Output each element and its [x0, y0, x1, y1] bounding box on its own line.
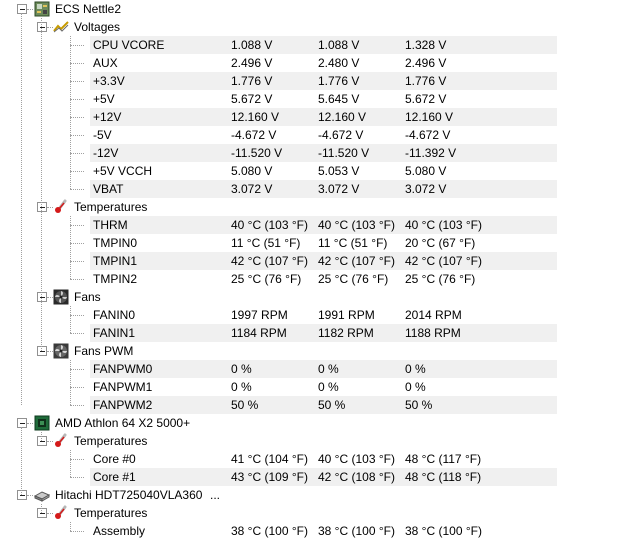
tree-guide-line — [70, 522, 71, 531]
category-node[interactable] — [0, 342, 640, 360]
voltage-icon — [53, 19, 69, 35]
device-label: ECS Nettle2 — [55, 2, 122, 16]
sensor-value-v3: 48 °C (117 °F) — [405, 452, 482, 466]
sensor-value-v3: 0 % — [405, 362, 426, 376]
sensor-value-v1: 50 % — [231, 398, 259, 412]
sensor-value-v3: 0 % — [405, 380, 426, 394]
sensor-value-v2: 50 % — [318, 398, 346, 412]
sensor-value-v1: 5.672 V — [231, 92, 273, 106]
sensor-value-v1: -4.672 V — [231, 128, 277, 142]
sensor-value-v2: 1.088 V — [318, 38, 360, 52]
thermometer-icon — [53, 433, 69, 449]
sensor-label: FANIN1 — [93, 326, 136, 340]
sensor-row[interactable] — [0, 522, 640, 540]
sensor-value-v3: 20 °C (67 °F) — [405, 236, 476, 250]
sensor-value-v3: 48 °C (118 °F) — [405, 470, 482, 484]
sensor-value-v3: 38 °C (100 °F) — [405, 524, 482, 538]
category-node[interactable] — [0, 504, 640, 522]
harddisk-icon — [34, 487, 50, 503]
motherboard-icon — [34, 1, 50, 17]
category-node[interactable] — [0, 432, 640, 450]
sensor-value-v1: 3.072 V — [231, 182, 273, 196]
collapse-toggle-icon[interactable] — [17, 4, 27, 14]
tree-connector — [70, 135, 84, 136]
sensor-row[interactable] — [0, 54, 640, 72]
device-node[interactable] — [0, 486, 640, 504]
sensor-value-v2: 0 % — [318, 362, 339, 376]
tree-guide-line — [70, 216, 71, 279]
sensor-value-v2: 12.160 V — [318, 110, 367, 124]
sensor-value-v2: 42 °C (107 °F) — [318, 254, 395, 268]
sensor-value-v1: 42 °C (107 °F) — [231, 254, 308, 268]
tree-connector — [70, 369, 84, 370]
sensor-value-v3: 12.160 V — [405, 110, 454, 124]
sensor-row[interactable] — [0, 144, 640, 162]
category-node[interactable] — [0, 288, 640, 306]
sensor-value-v2: 38 °C (100 °F) — [318, 524, 395, 538]
category-label: Voltages — [74, 20, 121, 34]
fan-pwm-icon — [53, 343, 69, 359]
tree-connector — [70, 405, 84, 406]
sensor-label: FANPWM0 — [93, 362, 153, 376]
sensor-value-v3: 1188 RPM — [405, 326, 461, 340]
sensor-row[interactable] — [0, 468, 640, 486]
truncation-ellipsis: ... — [210, 488, 221, 502]
tree-connector — [70, 81, 84, 82]
sensor-value-v2: 25 °C (76 °F) — [318, 272, 389, 286]
tree-connector — [70, 99, 84, 100]
sensor-label: FANIN0 — [93, 308, 136, 322]
cpu-icon — [34, 415, 50, 431]
sensor-row[interactable] — [0, 180, 640, 198]
sensor-value-v1: -11.520 V — [231, 146, 283, 160]
sensor-value-v1: 12.160 V — [231, 110, 280, 124]
sensor-value-v2: 0 % — [318, 380, 339, 394]
tree-connector — [70, 261, 84, 262]
tree-connector — [27, 9, 33, 10]
tree-connector — [27, 495, 33, 496]
sensor-value-v2: 11 °C (51 °F) — [318, 236, 388, 250]
sensor-row[interactable] — [0, 450, 640, 468]
collapse-toggle-icon[interactable] — [37, 508, 47, 518]
sensor-label: +12V — [93, 110, 122, 124]
collapse-toggle-icon[interactable] — [37, 292, 47, 302]
device-label: AMD Athlon 64 X2 5000+ — [55, 416, 191, 430]
sensor-value-v3: 2014 RPM — [405, 308, 462, 322]
sensor-row[interactable] — [0, 72, 640, 90]
sensor-value-v1: 5.080 V — [231, 164, 273, 178]
category-label: Fans — [74, 290, 101, 304]
collapse-toggle-icon[interactable] — [37, 22, 47, 32]
collapse-toggle-icon[interactable] — [17, 490, 27, 500]
sensor-label: CPU VCORE — [93, 38, 165, 52]
category-node[interactable] — [0, 198, 640, 216]
sensor-label: Assembly — [93, 524, 146, 538]
sensor-value-v2: 1.776 V — [318, 74, 360, 88]
sensor-label: VBAT — [93, 182, 124, 196]
sensor-label: FANPWM1 — [93, 380, 153, 394]
sensor-label: +3.3V — [93, 74, 125, 88]
tree-connector — [70, 153, 84, 154]
collapse-toggle-icon[interactable] — [37, 202, 47, 212]
sensor-value-v3: -4.672 V — [405, 128, 451, 142]
sensor-value-v1: 43 °C (109 °F) — [231, 470, 308, 484]
tree-guide-line — [21, 427, 22, 495]
collapse-toggle-icon[interactable] — [17, 418, 27, 428]
sensor-row[interactable] — [0, 306, 640, 324]
sensor-value-v2: 5.053 V — [318, 164, 360, 178]
sensor-value-v3: 1.776 V — [405, 74, 447, 88]
sensor-value-v2: 1182 RPM — [318, 326, 374, 340]
sensor-label: +5V — [93, 92, 115, 106]
sensor-value-v1: 1997 RPM — [231, 308, 288, 322]
sensor-row[interactable] — [0, 90, 640, 108]
sensor-label: -12V — [93, 146, 119, 160]
sensor-label: TMPIN2 — [93, 272, 138, 286]
sensor-label: TMPIN0 — [93, 236, 138, 250]
tree-guide-line — [41, 432, 42, 441]
device-node[interactable] — [0, 414, 640, 432]
tree-connector — [27, 423, 33, 424]
sensor-value-v3: 5.672 V — [405, 92, 447, 106]
sensor-value-v1: 25 °C (76 °F) — [231, 272, 302, 286]
tree-connector — [70, 531, 84, 532]
device-label: Hitachi HDT725040VLA360 — [55, 488, 203, 502]
thermometer-icon — [53, 199, 69, 215]
collapse-toggle-icon[interactable] — [37, 436, 47, 446]
tree-connector — [70, 315, 84, 316]
tree-guide-line — [41, 504, 42, 513]
sensor-value-v3: 3.072 V — [405, 182, 447, 196]
tree-connector — [70, 477, 84, 478]
sensor-value-v2: 42 °C (108 °F) — [318, 470, 395, 484]
tree-guide-line — [70, 306, 71, 333]
tree-connector — [70, 387, 84, 388]
sensor-row[interactable] — [0, 234, 640, 252]
sensor-value-v2: 3.072 V — [318, 182, 360, 196]
tree-connector — [70, 63, 84, 64]
sensor-label: Core #1 — [93, 470, 136, 484]
tree-connector — [70, 189, 84, 190]
sensor-row[interactable] — [0, 108, 640, 126]
tree-connector — [70, 243, 84, 244]
tree-connector — [70, 279, 84, 280]
sensor-row[interactable] — [0, 126, 640, 144]
sensor-value-v1: 1.776 V — [231, 74, 273, 88]
sensor-value-v3: -11.392 V — [405, 146, 457, 160]
sensor-value-v1: 38 °C (100 °F) — [231, 524, 308, 538]
sensor-value-v3: 50 % — [405, 398, 433, 412]
sensor-value-v3: 5.080 V — [405, 164, 447, 178]
tree-connector — [70, 171, 84, 172]
sensor-value-v3: 25 °C (76 °F) — [405, 272, 476, 286]
sensor-row[interactable] — [0, 36, 640, 54]
category-node[interactable] — [0, 18, 640, 36]
sensor-value-v3: 1.328 V — [405, 38, 447, 52]
sensor-row[interactable] — [0, 162, 640, 180]
category-label: Temperatures — [74, 506, 148, 520]
sensor-row[interactable] — [0, 324, 640, 342]
sensor-row[interactable] — [0, 270, 640, 288]
tree-connector — [70, 45, 84, 46]
tree-guide-line — [70, 360, 71, 405]
sensor-label: THRM — [93, 218, 128, 232]
tree-connector — [70, 333, 84, 334]
sensor-value-v2: -4.672 V — [318, 128, 364, 142]
collapse-toggle-icon[interactable] — [37, 346, 47, 356]
thermometer-icon — [53, 505, 69, 521]
sensor-value-v3: 40 °C (103 °F) — [405, 218, 482, 232]
tree-guide-line — [70, 36, 71, 189]
sensor-label: AUX — [93, 56, 118, 70]
sensor-value-v2: 40 °C (103 °F) — [318, 218, 395, 232]
sensor-label: +5V VCCH — [93, 164, 153, 178]
tree-connector — [70, 459, 84, 460]
sensor-value-v1: 11 °C (51 °F) — [231, 236, 301, 250]
device-node[interactable] — [0, 0, 640, 18]
tree-guide-line — [41, 18, 42, 351]
sensor-value-v1: 2.496 V — [231, 56, 273, 70]
sensor-row[interactable] — [0, 360, 640, 378]
sensor-value-v1: 0 % — [231, 380, 252, 394]
tree-guide-line — [70, 450, 71, 477]
sensor-value-v1: 40 °C (103 °F) — [231, 218, 308, 232]
sensor-value-v2: 2.480 V — [318, 56, 360, 70]
sensor-row[interactable] — [0, 252, 640, 270]
sensor-row[interactable] — [0, 216, 640, 234]
sensor-value-v2: 1991 RPM — [318, 308, 375, 322]
category-label: Temperatures — [74, 200, 148, 214]
sensor-value-v3: 42 °C (107 °F) — [405, 254, 482, 268]
sensor-label: -5V — [93, 128, 112, 142]
sensor-label: FANPWM2 — [93, 398, 153, 412]
tree-connector — [70, 225, 84, 226]
sensor-value-v2: 40 °C (103 °F) — [318, 452, 395, 466]
tree-connector — [70, 117, 84, 118]
tree-guide-line — [21, 13, 22, 405]
sensor-value-v1: 1.088 V — [231, 38, 273, 52]
sensor-label: TMPIN1 — [93, 254, 138, 268]
sensor-value-v3: 2.496 V — [405, 56, 447, 70]
fan-icon — [53, 289, 69, 305]
category-label: Fans PWM — [74, 344, 134, 358]
sensor-value-v1: 41 °C (104 °F) — [231, 452, 308, 466]
sensor-value-v2: -11.520 V — [318, 146, 370, 160]
category-label: Temperatures — [74, 434, 148, 448]
sensor-row[interactable] — [0, 396, 640, 414]
sensor-row[interactable] — [0, 378, 640, 396]
sensor-value-v1: 0 % — [231, 362, 252, 376]
sensor-label: Core #0 — [93, 452, 136, 466]
sensor-value-v2: 5.645 V — [318, 92, 360, 106]
sensor-value-v1: 1184 RPM — [231, 326, 287, 340]
